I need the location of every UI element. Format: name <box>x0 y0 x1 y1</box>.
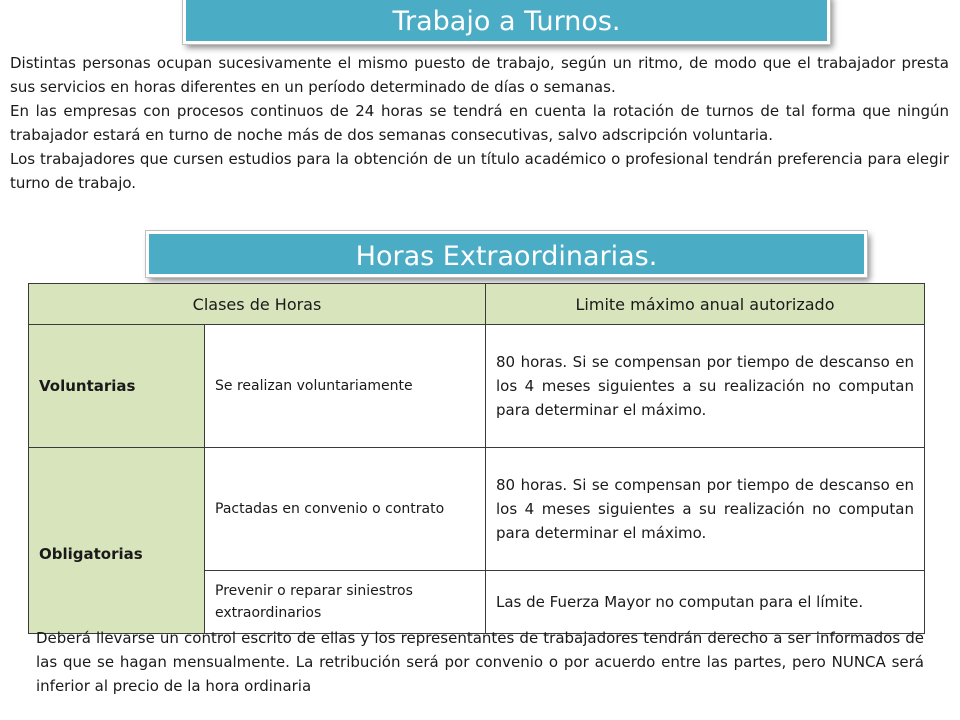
limit-cell: Las de Fuerza Mayor no computan para el límite. <box>486 571 925 634</box>
header-clases-horas: Clases de Horas <box>29 284 486 325</box>
footer-paragraph: Deberá llevarse un control escrito de ellas y los representantes de trabajadores tendrán derecho a ser informados de las que se hagan mensualmente. La retribución será por convenio o por acuerdo entre las partes, pero NUNCA será inferior al precio de la hora ordinaria <box>36 629 924 695</box>
category-voluntarias: Voluntarias <box>29 325 205 448</box>
footer-text <box>36 626 924 698</box>
table-row <box>29 325 925 448</box>
description-cell: Prevenir o reparar siniestros extraordinarios <box>205 571 486 634</box>
overtime-table <box>28 283 925 634</box>
intro-paragraph-3: Los trabajadores que cursen estudios para la obtención de un título académico o profesional tendrán preferencia para elegir turno de trabajo. <box>10 150 949 192</box>
description-cell: Se realizan voluntariamente <box>205 325 486 448</box>
category-obligatorias: Obligatorias <box>29 448 205 634</box>
header-limite-maximo: Limite máximo anual autorizado <box>486 284 925 325</box>
title-horas-extraordinarias: Horas Extraordinarias. <box>146 231 867 277</box>
intro-text <box>10 51 949 195</box>
intro-paragraph-2: En las empresas con procesos continuos de 24 horas se tendrá en cuenta la rotación de turnos de tal forma que ningún trabajador estará en turno de noche más de dos semanas consecutivas, salvo adscripción voluntaria. <box>10 102 949 144</box>
title-trabajo-turnos: Trabajo a Turnos. <box>183 0 830 44</box>
limit-cell: 80 horas. Si se compensan por tiempo de descanso en los 4 meses siguientes a su realización no computan para determinar el máximo. <box>486 325 925 448</box>
table-header-row <box>29 284 925 325</box>
table-row <box>29 448 925 571</box>
description-cell: Pactadas en convenio o contrato <box>205 448 486 571</box>
intro-paragraph-1: Distintas personas ocupan sucesivamente el mismo puesto de trabajo, según un ritmo, de modo que el trabajador presta sus servicios en horas diferentes en un período determinado de días o semanas. <box>10 54 949 96</box>
limit-cell: 80 horas. Si se compensan por tiempo de descanso en los 4 meses siguientes a su realización no computan para determinar el máximo. <box>486 448 925 571</box>
